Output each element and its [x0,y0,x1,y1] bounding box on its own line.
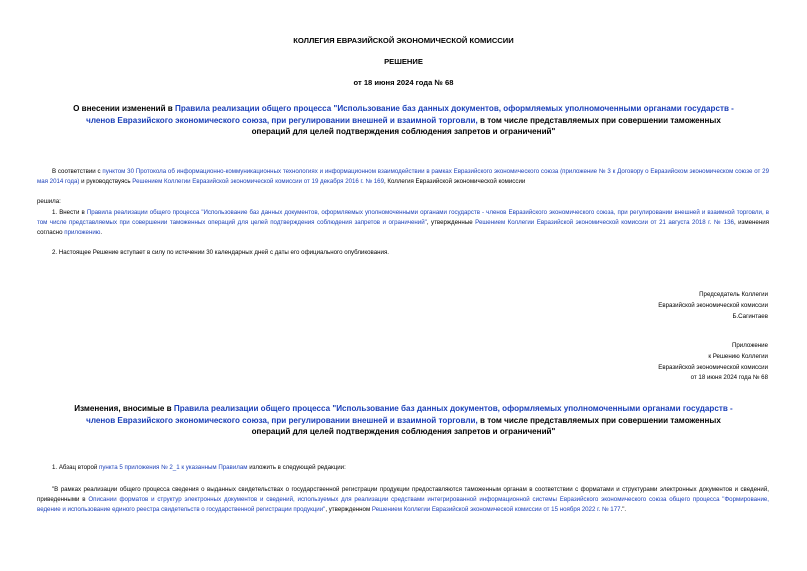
rules-link[interactable]: Правила реализации общего процесса "Использование баз данных документов, оформляемых уполномоченными органами государств - членов Евразийского экономического союза, при [86,209,628,216]
appendix-org: Евразийской экономической комиссии [658,363,768,371]
protocol-link-cont[interactable]: Евразийском экономическом союзе от 29 мая 2014 года) [37,168,770,186]
preamble-text-3: , Коллегия Евразийской экономической комиссии [384,178,526,186]
appendix-date-number: от 18 июня 2024 года № 68 [690,374,768,382]
decision-136-link-b[interactable]: Евразийской экономической комиссии от 21 августа 2018 г. № 136 [536,219,734,227]
decision-136-link-a[interactable]: Решением Коллегии [475,219,535,227]
decision-177-link-b[interactable]: Евразийской экономической комиссии от 15 ноября 2022 г. № 177 [431,506,621,514]
changes-title-rest: в том числе представляемых при совершении таможенных [477,415,721,425]
item-1-text-4: . [100,229,103,237]
document-title [22,103,785,138]
title-line-3: операций для целей подтверждения соблюдения запретов и ограничений" [251,127,556,136]
signature-name: Б.Сагинтаев [732,312,768,320]
signature-block [560,290,768,322]
change-1-text-2: изложить в следующей редакции: [247,464,346,471]
protocol-link[interactable]: пунктом 30 Протокола об информационно-коммуникационных технологиях и информационном взаимодействии в рамках Евразийского экономического союза (приложение № 3 к Договору о [102,168,649,175]
preamble-paragraph [37,167,769,187]
point-5-link[interactable]: пункта 5 приложения № 2_1 к указанным Правилам [99,464,248,471]
title-prefix: О внесении изменений в [73,104,176,113]
formats-description-link[interactable]: Описании форматов и структур электронных документов и сведений, используемых для реализации средствами интегрированной информационной системы [88,496,557,504]
item-1-paragraph [37,208,769,239]
item-1-text-2: , утвержденные [426,219,476,227]
organization-header: КОЛЛЕГИЯ ЕВРАЗИЙСКОЙ ЭКОНОМИЧЕСКОЙ КОМИССИИ [293,36,514,45]
preamble-text-1: В соответствии с [52,168,103,175]
decision-169-link[interactable]: Решением Коллегии Евразийской экономической комиссии от 19 декабря 2016 г. № 169 [132,178,384,186]
changes-title [22,403,785,438]
quote-text-3: , утвержденном [325,506,372,514]
signature-org: Евразийской экономической комиссии [658,301,768,309]
appendix-reference [560,341,768,384]
changes-rules-link[interactable]: Правила реализации общего процесса "Использование баз данных документов, оформляемых уполномоченными органами государств - [173,404,733,413]
item-2-paragraph: 2. Настоящее Решение вступает в силу по истечении 30 календарных дней с даты его официального опубликования. [52,249,389,256]
appendix-label: Приложение [731,342,768,349]
changes-title-line-3: операций для целей подтверждения соблюдения запретов и ограничений" [251,427,556,436]
quoted-paragraph [37,485,769,516]
document-date-number: от 18 июня 2024 года № 68 [353,78,454,87]
decided-label: решила: [37,198,61,205]
title-rules-link-cont[interactable]: членов Евразийского экономического союза, при регулировании внешней и взаимной торговли, [86,115,478,125]
item-1-text-1: 1. Внести в [52,209,87,216]
quote-text-2: электронных документов и сведений, приведенными в [37,486,769,504]
signature-title: Председатель Коллегии [699,291,768,298]
quote-text-4: .". [620,506,627,514]
title-rest: в том числе представляемых при совершении таможенных [477,115,721,125]
appendix-link[interactable]: приложению [64,229,101,237]
changes-title-prefix: Изменения, вносимые в [74,404,174,413]
decision-177-link-a[interactable]: Решением Коллегии [371,506,431,514]
title-rules-link[interactable]: Правила реализации общего процесса "Использование баз данных документов, оформляемых уполномоченными органами государств - [175,104,734,113]
appendix-to-decision: к Решению Коллегии [708,352,768,360]
quote-line-1: "В рамках реализации общего процесса сведения о выданных свидетельствах о государственной регистрации продукции предоставляются таможенным органам в соответствии с форматами и структурами [52,486,658,493]
item-1-text-3: , изменения согласно [37,219,769,237]
changes-rules-link-cont[interactable]: членов Евразийского экономического союза, при регулировании внешней и взаимной торговли, [86,415,478,425]
change-1-paragraph [37,463,769,473]
document-type: РЕШЕНИЕ [384,57,423,66]
change-1-text-1: 1. Абзац второй [52,464,100,471]
formats-description-link-cont[interactable]: Евразийского экономического союза общего процесса "Формирование, ведение и использование единого реестра свидетельств о государственной регистрации продукции" [37,496,770,514]
rules-link-cont[interactable]: регулировании внешней и взаимной торговли, в том числе представляемых при совершении таможенных операций для целей подтверждения соблюдения запретов и ограничений" [37,209,769,227]
preamble-text-2: и руководствуясь [79,178,133,186]
